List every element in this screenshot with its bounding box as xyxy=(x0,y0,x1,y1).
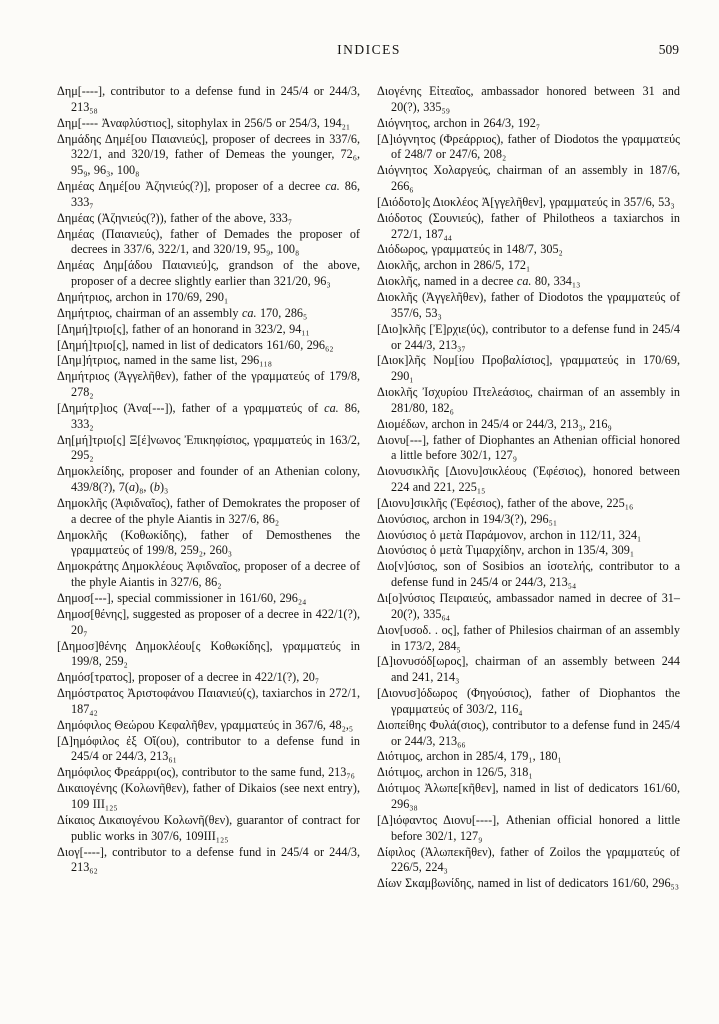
index-entry: Δημοκλῆς (Κοθωκίδης), father of Demosthenes the γραμματεύς of 199/8, 259₂, 260₃ xyxy=(57,527,360,558)
index-entry: Διομέδων, archon in 245/4 or 244/3, 213₃, 216₉ xyxy=(377,416,612,431)
index-entry: Διονύσιος ὁ μετὰ Τιμαρχίδην, archon in 135/4, 309₁ xyxy=(377,543,635,558)
page-header-title: INDICES xyxy=(337,42,401,57)
index-entry: Δημέας (Ἀζηνιεύς(?)), father of the above, 333₇ xyxy=(57,210,293,225)
index-entry: Δημοκλείδης, proposer and founder of an Athenian colony, 439/8(?), 7(a)₈, (b)₃ xyxy=(57,464,360,495)
index-entry: [Διοκ]λῆς Νομ[ίου Προβαλίσιος], γραμματεύς in 170/69, 290₁ xyxy=(377,353,680,384)
index-entry: Διόδωρος, γραμματεύς in 148/7, 305₂ xyxy=(377,242,563,257)
index-entry: Διοκλῆς (Ἀγγελῆθεν), father of Diodotos the γραμματεύς of 357/6, 53₃ xyxy=(377,289,680,320)
index-entry: Διόδοτος (Σουνιεύς), father of Philotheos a taxiarchos in 272/1, 187₄₄ xyxy=(377,210,680,241)
index-entry: Δημέας Δημ[άδου Παιανιεύ]ς, grandson of the above, proposer of a decree slightly earlier than 321/20, 96₃ xyxy=(57,258,360,289)
index-columns xyxy=(57,84,681,892)
index-right-column xyxy=(377,84,680,892)
index-entry: Δικαιογένης (Κολωνῆθεν), father of Dikaios (see next entry), 109 III₁₂₅ xyxy=(57,781,360,811)
index-entry: Δημήτριος, chairman of an assembly ca. 170, 286₅ xyxy=(57,305,308,320)
index-entry: [Διονυσ]όδωρος (Φηγούσιος), father of Diophantos the γραμματεύς of 303/2, 116₄ xyxy=(377,686,680,716)
index-entry: Δημοσ[---], special commissioner in 161/60, 296₂₄ xyxy=(57,591,307,605)
index-entry: Δημοκλῆς (Ἀφιδναῖος), father of Demokrates the proposer of a decree of the phyle Aiantis in 327/6, 86₂ xyxy=(57,495,360,526)
index-entry: Διονυ[---], father of Diophantes an Athenian official honored a little before 302/1, 127₉ xyxy=(377,432,680,463)
index-entry: Δημάδης Δημέ[ου Παιανιεύς], proposer of decrees in 337/6, 322/1, and 320/19, father of Demeas the younger, 72₆, 95₉, 96₃, 100₈ xyxy=(57,131,360,178)
index-entry: [Δημ]ήτριος, named in the same list, 296₁₁₈ xyxy=(57,353,273,368)
index-entry: Δημόφιλος Θεώρου Κεφαλῆθεν, γραμματεύς in 367/6, 48₂,₅ xyxy=(57,717,354,732)
index-entry: Δημοκράτης Δημοκλέους Ἀφιδναῖος, proposer of a decree of the phyle Aiantis in 327/6, 86₂ xyxy=(57,559,360,590)
index-entry: Διογένης Εἰτεαῖος, ambassador honored between 31 and 20(?), 335₅₉ xyxy=(377,84,680,114)
index-entry: Διογ[----], contributor to a defense fund in 245/4 or 244/3, 213₆₂ xyxy=(57,844,360,875)
index-entry: Διοκλῆς, archon in 286/5, 172₁ xyxy=(377,258,531,273)
index-entry: Δι[ο]νύσιος Πειραιεύς, ambassador named in decree of 31–20(?), 335₆₄ xyxy=(377,591,680,621)
index-left-column xyxy=(57,84,360,892)
index-entry: Διόγνητος, archon in 264/3, 192₇ xyxy=(377,115,541,130)
index-entry: Δημόσ[τρατος], proposer of a decree in 422/1(?), 20₇ xyxy=(57,670,320,685)
index-entry: Διοκλῆς, named in a decree ca. 80, 334₁₃ xyxy=(377,274,581,289)
index-entry: [Διονυ]σικλῆς (Ἐφέσιος), father of the above, 225₁₆ xyxy=(377,495,634,510)
index-entry: [Δημήτρ]ιος (Ἀνα[---]), father of a γραμματεύς of ca. 86, 333₂ xyxy=(57,400,360,431)
index-entry: [Διο]κλῆς [Ἐ]ρχιε(ύς), contributor to a defense fund in 245/4 or 244/3, 213₃₇ xyxy=(377,321,680,352)
index-entry: [Δ]ιόγνητος (Φρεάρριος), father of Diodotos the γραμματεύς of 248/7 or 247/6, 208₂ xyxy=(377,131,680,162)
index-entry: Διον[υσοδ. . ος], father of Philesios chairman of an assembly in 173/2, 284₅ xyxy=(377,622,680,653)
index-entry: Διόγνητος Χολαργεύς, chairman of an assembly in 187/6, 266₆ xyxy=(377,163,680,194)
index-entry: Δημέας Δημέ[ου Ἀζηνιεύς(?)], proposer of a decree ca. 86, 333₇ xyxy=(57,179,360,209)
index-entry: Διο[ν]ύσιος, son of Sosibios an ἰσοτελής, contributor to a defense fund in 245/4 or 244/3, 213₅₄ xyxy=(377,559,680,590)
index-entry: Δημήτριος (Ἀγγελῆθεν), father of the γραμματεύς of 179/8, 278₂ xyxy=(57,369,360,400)
index-entry: Δημέας (Παιανιεύς), father of Demades the proposer of decrees in 337/6, 322/1, and 320/19, 95₉, 100₈ xyxy=(57,226,360,257)
index-entry: Διονυσικλῆς [Διονυ]σικλέους (Ἐφέσιος), honored between 224 and 221, 225₁₅ xyxy=(377,464,680,495)
index-entry: Δημήτριος, archon in 170/69, 290₁ xyxy=(57,289,229,304)
index-entry: [Δ]ιονυσόδ[ωρος], chairman of an assembly between 244 and 241, 214₃ xyxy=(377,654,680,685)
index-entry: [Δ]ημόφιλος ἐξ Οἴ(ου), contributor to a defense fund in 245/4 or 244/3, 213₆₁ xyxy=(57,733,360,764)
index-entry: Δημ[---- Ἀναφλύστιος], sitophylax in 256/5 or 254/3, 194₂₁ xyxy=(57,115,351,130)
index-entry: [Δημοσ]θένης Δημοκλέου[ς Κοθωκίδης], γραμματεύς in 199/8, 259₂ xyxy=(57,638,360,669)
index-entry: [Δ]ιόφαντος Διονυ[----], Athenian official honored a little before 302/1, 127₉ xyxy=(377,812,680,843)
index-entry: Δημοσ[θένης], suggested as proposer of a decree in 422/1(?), 20₇ xyxy=(57,606,360,637)
index-entry: Δη[μή]τριο[ς] Ξ[έ]νωνος Ἐπικηφίσιος, γραμματεύς in 163/2, 295₂ xyxy=(57,432,360,463)
index-entry: Διοκλῆς Ἰσχυρίου Πτελεάσιος, chairman of an assembly in 281/80, 182₆ xyxy=(377,385,680,415)
index-entry: Διονύσιος ὁ μετὰ Παράμονον, archon in 112/11, 324₁ xyxy=(377,527,642,542)
index-entry: Διότιμος Ἀλωπε[κῆθεν], named in list of dedicators 161/60, 296₃₈ xyxy=(377,781,680,811)
index-entry: Διότιμος, archon in 285/4, 179₁, 180₁ xyxy=(377,749,562,764)
index-entry: Δίκαιος Δικαιογένου Κολωνῆ(θεν), guarantor of contract for public works in 307/6, 109III₁₂₅ xyxy=(57,812,360,843)
page-number: 509 xyxy=(658,42,679,57)
index-entry: [Δημή]τριο[ς], father of an honorand in 323/2, 94₁₁ xyxy=(57,321,310,336)
index-entry: [Δημή]τριο[ς], named in list of dedicators 161/60, 296₆₂ xyxy=(57,337,334,352)
index-entry: Διότιμος, archon in 126/5, 318₁ xyxy=(377,765,533,780)
index-entry: Διοπείθης Φυλά(σιος), contributor to a defense fund in 245/4 or 244/3, 213₆₆ xyxy=(377,717,680,748)
page-header xyxy=(57,42,681,60)
index-entry: Διονύσιος, archon in 194/3(?), 296₅₁ xyxy=(377,511,558,526)
index-entry: [Διόδοτο]ς Διοκλέος Ἀ[γγελῆθεν], γραμματεύς in 357/6, 53₃ xyxy=(377,194,675,209)
index-entry: Δημ[----], contributor to a defense fund in 245/4 or 244/3, 213₅₈ xyxy=(57,84,360,114)
index-entry: Δίων Σκαμβωνίδης, named in list of dedicators 161/60, 296₅₃ xyxy=(377,876,680,891)
index-entry: Δίφιλος (Ἀλωπεκῆθεν), father of Zoilos the γραμματεύς of 226/5, 224₃ xyxy=(377,844,680,875)
index-entry: Δημόστρατος Ἀριστοφάνου Παιανιεύ(ς), taxiarchos in 272/1, 187₄₂ xyxy=(57,686,360,716)
index-entry: Δημόφιλος Φρεάρρι(ος), contributor to the same fund, 213₇₆ xyxy=(57,765,355,780)
